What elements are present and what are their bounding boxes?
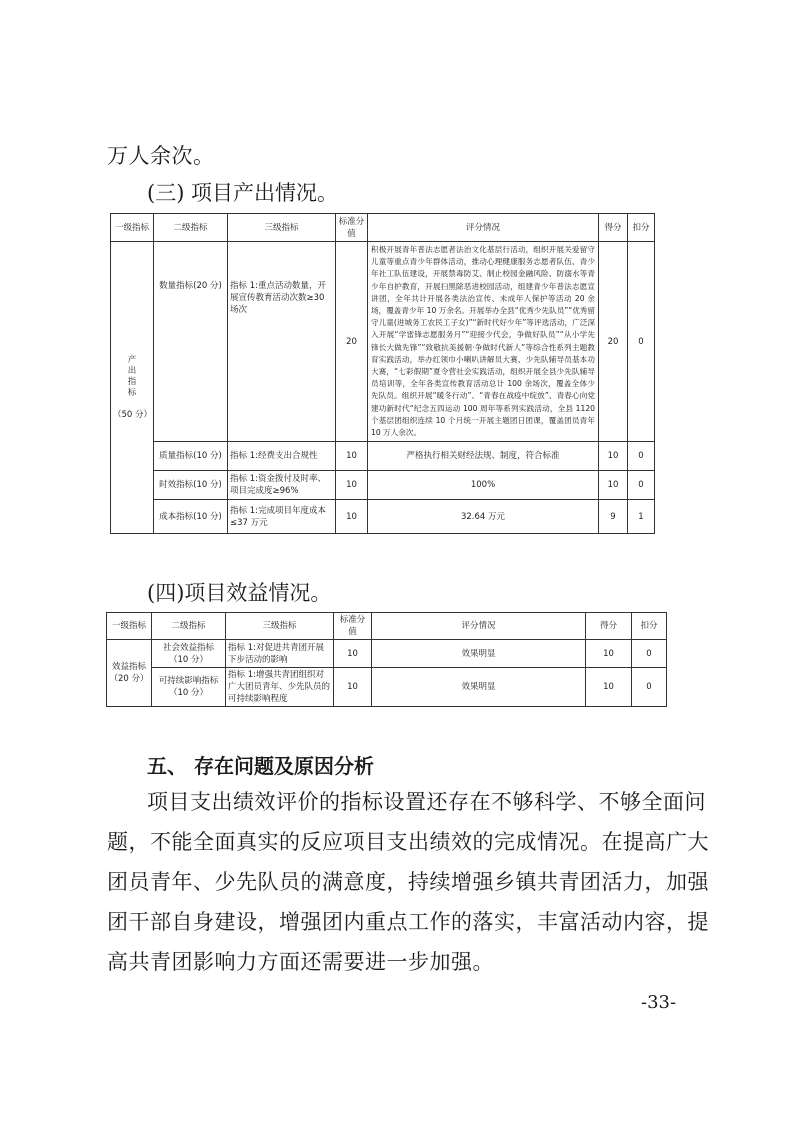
second-level-label: 可持续影响指标 — [158, 676, 219, 686]
deduct-cell: 0 — [628, 471, 655, 500]
evaluation-cell: 100% — [368, 471, 599, 500]
third-level-cell: 指标 1:重点活动数量，开展宣传教育活动次数≥30 场次 — [228, 242, 336, 442]
second-level-cell — [152, 668, 226, 707]
second-level-cell: 质量指标(10 分) — [154, 442, 228, 471]
standard-cell: 10 — [336, 500, 368, 534]
table-header-row — [111, 214, 655, 242]
score-cell: 10 — [586, 640, 632, 668]
header-evaluation: 评分情况 — [368, 214, 599, 242]
section-heading-output: (三) 项目产出情况。 — [147, 181, 339, 205]
standard-cell: 10 — [336, 442, 368, 471]
header-deduct: 扣分 — [632, 613, 667, 640]
paragraph-line: 团员青年、少先队员的满意度，持续增强乡镇共青团活力，加强 — [107, 870, 709, 894]
output-indicator-table — [110, 213, 655, 534]
table-row — [111, 242, 655, 442]
header-standard: 标准分值 — [336, 214, 368, 242]
benefit-indicator-table — [106, 612, 667, 707]
second-level-cell: 数量指标(20 分) — [154, 242, 228, 442]
deduct-cell: 0 — [632, 640, 667, 668]
evaluation-cell: 积极开展青年普法志愿者法治文化基层行活动，组织开展关爱留守儿童等重点青少年群体活动，推动心理健康服务志愿者队伍、青少年社工队伍建设，开展禁毒防艾、制止校园金融风险、防溺水等青少年自护教育，开展扫黑除恶进校园活动，组建青少年普法志愿宣讲团，全年共计开展各类法治宣传、未成年人保护等活动 20 余场，覆盖青少年 10 万余名。开展举办全县“优秀少先队员”“优秀留守儿童(进城务工农民工子女)”“新时代好少年”等评选活动，广泛深入开展“学雷锋志愿服务月”“迎接少代会，争做好队员”“从小学先锋长大做先锋”“致敬抗美援朝·争做时代新人”等综合性系列主题教育实践活动，举办红领巾小喇叭讲解员大赛、少先队辅导员基本功大赛，“七彩假期”夏令营社会实践活动，组织开展全县少先队辅导员培训等，全年各类宣传教育活动总计 100 余场次，覆盖全体少先队员。组织开展“暖冬行动”、“青春在战疫中绽放”、青春心向党建功新时代“纪念五四运动 100 周年等系列实践活动，全县 1120 个基层团组织连续 10 个月统一开展主题团日团课，覆盖团员青年 10 万人余次。 — [368, 242, 599, 442]
first-level-cell — [111, 242, 154, 534]
table-header-row — [107, 613, 667, 640]
score-cell: 20 — [599, 242, 628, 442]
standard-cell: 10 — [334, 640, 372, 668]
score-cell: 10 — [599, 442, 628, 471]
first-level-cell — [107, 640, 152, 707]
paragraph-line: 题，不能全面真实的反应项目支出绩效的完成情况。在提高广大 — [107, 830, 709, 854]
table-row — [111, 442, 655, 471]
second-level-score: （10 分） — [168, 688, 209, 698]
standard-cell: 20 — [336, 242, 368, 442]
second-level-cell — [152, 640, 226, 668]
second-level-score: （10 分） — [168, 654, 209, 665]
evaluation-cell: 效果明显 — [372, 668, 586, 707]
table-row — [111, 471, 655, 500]
first-level-score: （50 分） — [113, 409, 153, 420]
first-level-label: 产出指标 — [127, 354, 137, 398]
header-level1: 一级指标 — [111, 214, 154, 242]
second-level-cell: 成本指标(10 分) — [154, 500, 228, 534]
evaluation-cell: 32.64 万元 — [368, 500, 599, 534]
table-row — [107, 668, 667, 707]
paragraph-line: 项目支出绩效评价的指标设置还存在不够科学、不够全面问 — [147, 790, 706, 814]
paragraph-line: 团干部自身建设，增强团内重点工作的落实，丰富活动内容，提 — [107, 910, 709, 934]
evaluation-cell: 严格执行相关财经法规、制度，符合标准 — [368, 442, 599, 471]
continued-text-line: 万人余次。 — [107, 144, 215, 168]
header-score: 得分 — [586, 613, 632, 640]
paragraph-line: 高共青团影响力方面还需要进一步加强。 — [107, 950, 494, 974]
third-level-cell: 指标 1:增强共青团组织对广大团员青年、少先队员的可持续影响程度 — [226, 668, 334, 707]
table-row — [111, 500, 655, 534]
header-level3: 三级指标 — [226, 613, 334, 640]
header-evaluation: 评分情况 — [372, 613, 586, 640]
section-heading-benefit: (四)项目效益情况。 — [147, 581, 332, 605]
third-level-cell: 指标 1:完成项目年度成本≤37 万元 — [228, 500, 336, 534]
first-level-score: （20 分） — [109, 674, 149, 684]
second-level-label: 社会效益指标 — [162, 642, 214, 653]
score-cell: 9 — [599, 500, 628, 534]
deduct-cell: 0 — [628, 442, 655, 471]
third-level-cell: 指标 1:资金拨付及时率、项目完成度≥96% — [228, 471, 336, 500]
header-level1: 一级指标 — [107, 613, 152, 640]
page-number: -33- — [641, 992, 677, 1013]
header-level2: 二级指标 — [152, 613, 226, 640]
standard-cell: 10 — [336, 471, 368, 500]
header-level3: 三级指标 — [228, 214, 336, 242]
first-level-label: 效益指标 — [111, 662, 146, 672]
deduct-cell: 1 — [628, 500, 655, 534]
table-row — [107, 640, 667, 668]
second-level-cell: 时效指标(10 分) — [154, 471, 228, 500]
third-level-cell: 指标 1:对促进共青团开展下步活动的影响 — [226, 640, 334, 668]
header-level2: 二级指标 — [154, 214, 228, 242]
header-standard: 标准分值 — [334, 613, 372, 640]
score-cell: 10 — [599, 471, 628, 500]
evaluation-cell: 效果明显 — [372, 640, 586, 668]
score-cell: 10 — [586, 668, 632, 707]
deduct-cell: 0 — [632, 668, 667, 707]
deduct-cell: 0 — [628, 242, 655, 442]
third-level-cell: 指标 1:经费支出合规性 — [228, 442, 336, 471]
header-score: 得分 — [599, 214, 628, 242]
section-five-title: 五、 存在问题及原因分析 — [147, 754, 374, 778]
header-deduct: 扣分 — [628, 214, 655, 242]
standard-cell: 10 — [334, 668, 372, 707]
